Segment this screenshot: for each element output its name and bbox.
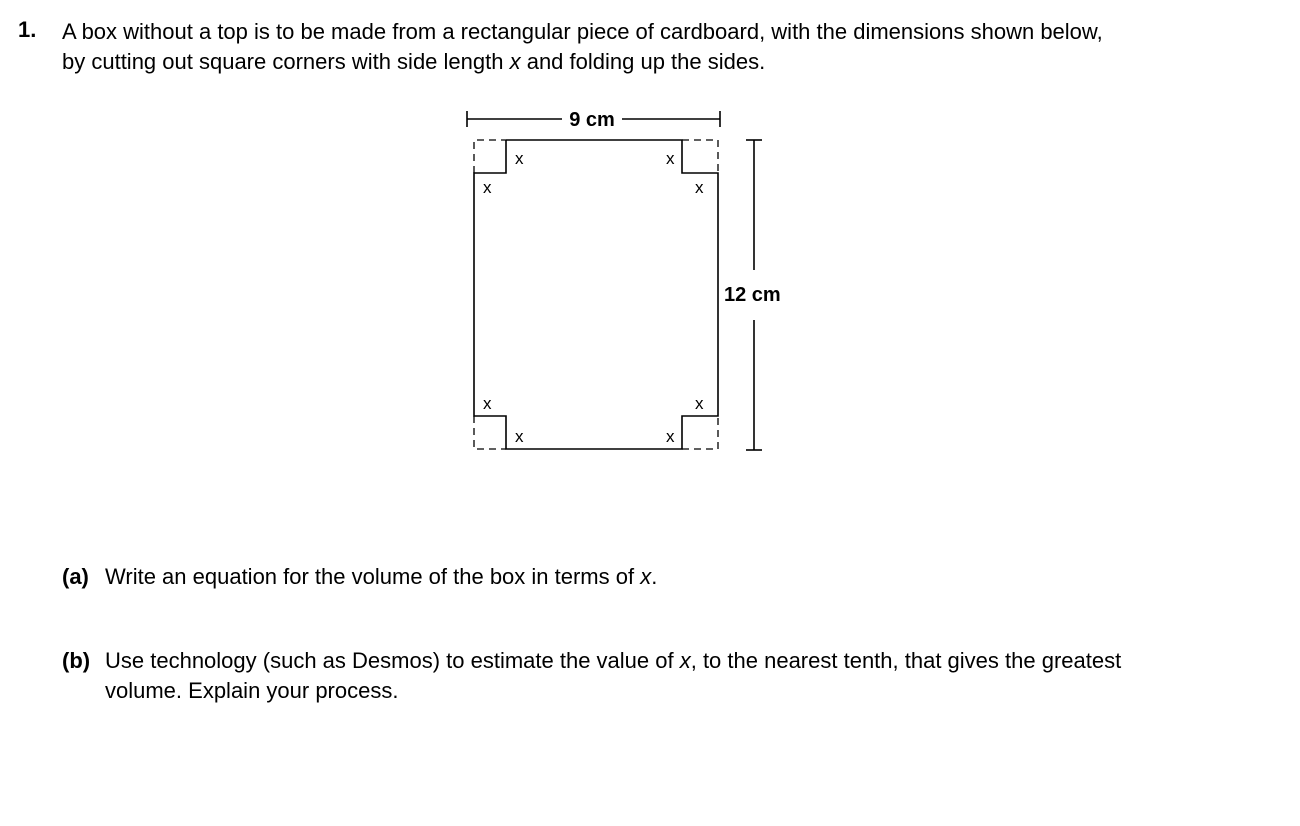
part-a-text-after: . [651,564,658,589]
corner-label-x: x [515,427,524,446]
corner-square-bottom-right [682,416,718,449]
problem-line-1: A box without a top is to be made from a rectangular piece of cardboard, with the dimensions shown below, [62,19,1103,44]
corner-label-x: x [483,178,492,197]
part-a-text [105,562,1255,592]
part-b-line-1-before: Use technology (such as Desmos) to estimate the value of [105,648,680,673]
corner-square-top-left [474,140,506,173]
variable-x: x [679,648,691,673]
part-b-line-2: volume. Explain your process. [105,678,399,703]
corner-label-x: x [695,178,704,197]
height-label: 12 cm [724,284,781,306]
width-label: 9 cm [569,109,615,131]
variable-x: x [509,49,521,74]
corner-square-top-right [682,140,718,173]
cardboard-outline [474,140,718,449]
part-b-line-1 [105,646,1255,676]
problem-number: 1. [18,17,37,42]
part-b-text [105,646,1255,706]
problem-line-2-after: and folding up the sides. [520,49,766,74]
part-b [62,646,1262,708]
corner-label-x: x [483,394,492,413]
part-b-label: (b) [62,648,91,673]
cardboard-diagram [450,100,810,460]
part-a-label: (a) [62,564,89,589]
corner-label-x: x [666,427,675,446]
part-a [62,562,1262,594]
variable-x: x [640,564,652,589]
corner-square-bottom-left [474,416,506,449]
problem-line-2-before: by cutting out square corners with side length [62,49,510,74]
part-b-line-1-after: , to the nearest tenth, that gives the greatest [690,648,1122,673]
corner-label-x: x [515,149,524,168]
problem-statement [62,17,1262,77]
corner-label-x: x [666,149,675,168]
part-a-text-before: Write an equation for the volume of the box in terms of [105,564,641,589]
corner-label-x: x [695,394,704,413]
problem-line-2 [62,47,1262,77]
